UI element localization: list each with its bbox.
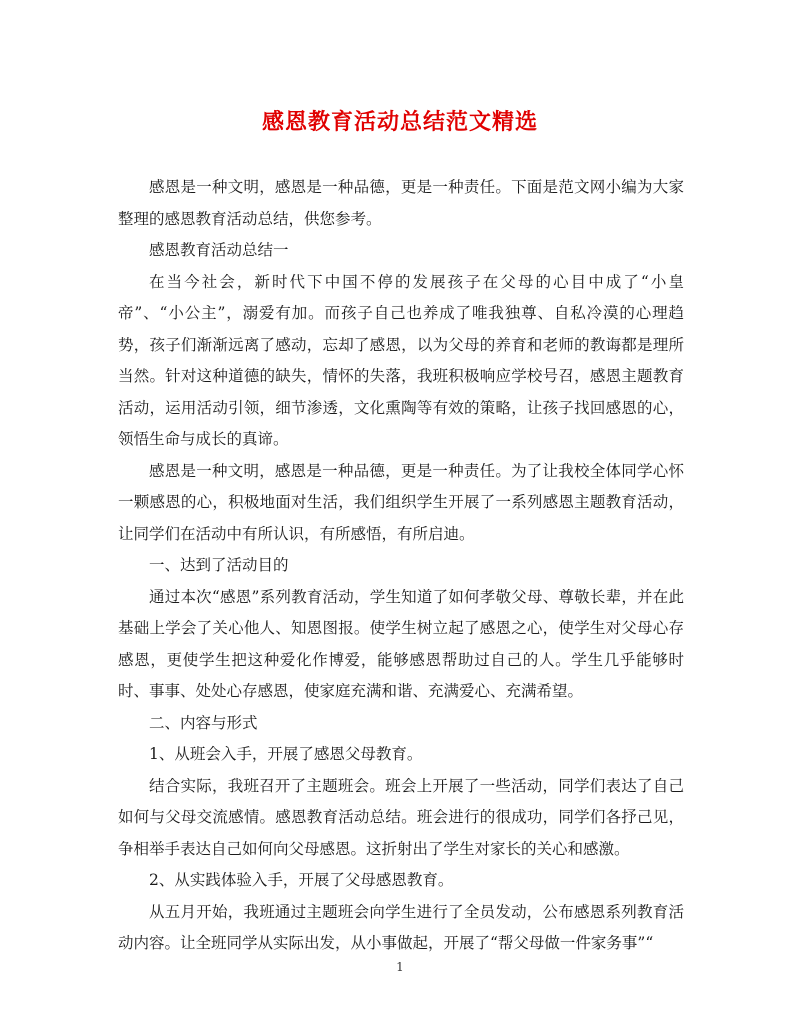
section-heading-content: 二、内容与形式 [149,713,258,732]
paragraph-intro: 感恩是一种文明，感恩是一种品德，更是一种责任。下面是范文网小编为大家整理的感恩教育活动总结，供您参考。 [118,178,684,228]
document-title: 感恩教育活动总结范文精选 [261,109,538,135]
paragraph-purpose: 感恩是一种文明，感恩是一种品德，更是一种责任。为了让我校全体同学心怀一颗感恩的心，积极地面对生活，我们组织学生开展了一系列感恩主题教育活动，让同学们在活动中有所认识，有所感悟，有所启迪。 [118,461,684,543]
page-number: 1 [396,960,404,974]
subheading-class-meeting: 1、从班会入手，开展了感恩父母教育。 [149,745,423,763]
paragraph-goal: 通过本次“感恩”系列教育活动，学生知道了如何孝敬父母、尊敬长辈，并在此基础上学会了关心他人、知恩图报。使学生树立起了感恩之心，使学生对父母心存感恩，更使学生把这种爱化作博爱，能够感恩帮助过自己的人。学生几乎能够时时、事事、处处心存感恩，使家庭充满和谐、充满爱心、充满希望。 [118,587,684,700]
document-body [118,172,684,960]
paragraph-practice: 从五月开始，我班通过主题班会向学生进行了全员发动，公布感恩系列教育活动内容。让全班同学从实际出发，从小事做起，开展了“帮父母做一件家务事”“ [118,902,684,952]
section-heading-summary-one: 感恩教育活动总结一 [149,241,289,259]
paragraph-background: 在当今社会，新时代下中国不停的发展孩子在父母的心目中成了“小皇帝”、“小公主”，溺爱有加。而孩子自己也养成了唯我独尊、自私冷漠的心理趋势，孩子们渐渐远离了感动，忘却了感恩，以为父母的养育和老师的教诲都是理所当然。针对这种道德的缺失，情怀的失落，我班积极响应学校号召，感恩主题教育活动，运用活动引领，细节渗透，文化熏陶等有效的策略，让孩子找回感恩的心，领悟生命与成长的真谛。 [118,272,684,448]
section-heading-goal: 一、达到了活动目的 [149,556,289,574]
subheading-practice: 2、从实践体验入手，开展了父母感恩教育。 [149,871,454,889]
paragraph-class-meeting: 结合实际，我班召开了主题班会。班会上开展了一些活动，同学们表达了自己如何与父母交流感情。感恩教育活动总结。班会进行的很成功，同学们各抒己见，争相举手表达自己如何向父母感恩。这折射出了学生对家长的关心和感激。 [118,776,684,858]
